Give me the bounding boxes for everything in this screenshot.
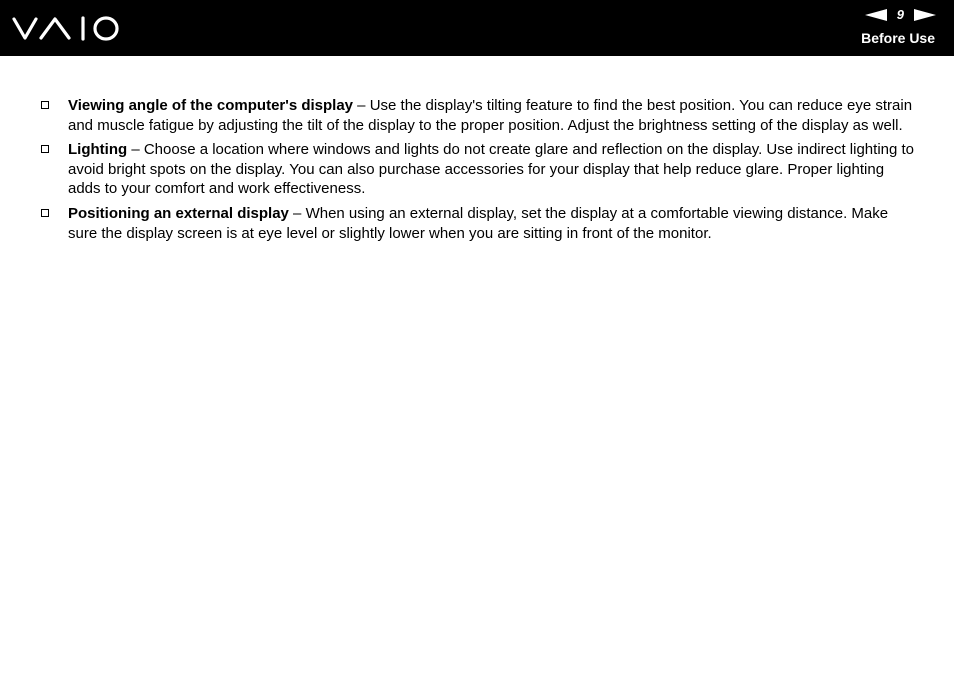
page-header	[0, 0, 954, 56]
section-title: Before Use	[861, 30, 935, 46]
item-text: – When using an external display, set the display at a comfortable viewing distance. Make sure the display screen is at eye level or slightly lower when you are sitting in front of the monitor.	[68, 204, 889, 242]
item-term: Viewing angle of the computer's display	[68, 97, 354, 114]
list-item	[40, 204, 916, 243]
checkbox-bullet-icon	[41, 209, 49, 217]
vaio-logo	[11, 12, 121, 44]
item-text: – Use the display's tilting feature to find the best position. You can reduce eye strain and muscle fatigue by adjusting the tilt of the display to the proper position. Adjust the brightness setting of the display as well.	[68, 97, 913, 134]
list-item	[40, 96, 916, 135]
item-text: – Choose a location where windows and lights do not create glare and reflection on the display. Use indirect lighting to avoid bright spots on the display. You can also purchase accessories for your display that help reduce glare. Proper lighting adds to your comfort and work effectiveness.	[68, 141, 915, 198]
item-term: Lighting	[68, 141, 128, 159]
list-item	[40, 140, 916, 199]
item-term: Positioning an external display	[68, 204, 289, 222]
left-arrow-icon[interactable]	[865, 9, 887, 21]
right-arrow-icon[interactable]	[914, 9, 936, 21]
page-number: 9	[896, 7, 904, 22]
page-navigation	[865, 6, 936, 24]
bullet-list	[40, 96, 916, 248]
checkbox-bullet-icon	[41, 145, 49, 153]
checkbox-bullet-icon	[41, 101, 49, 109]
